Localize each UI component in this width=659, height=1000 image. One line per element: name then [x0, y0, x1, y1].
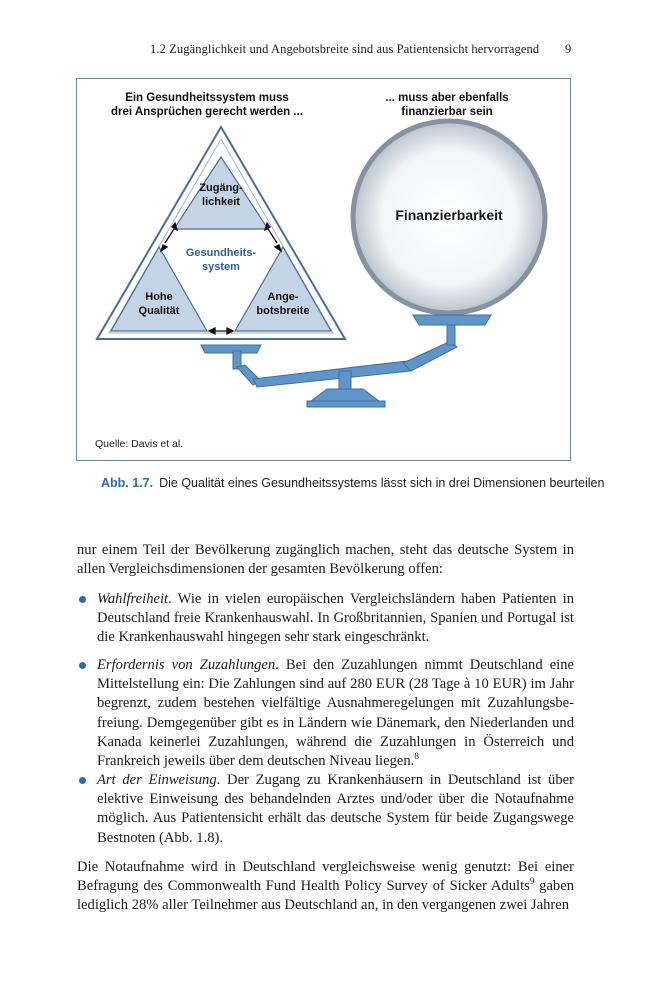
closing-part1: Die Notaufnahme wird in Deutschland vergleichsweise wenig genutzt: Bei einer Befragung des Commonwealth Fund Health Policy Survey of Sicker Adults — [77, 859, 574, 895]
left-heading-line1: Ein Gesundheitssystem muss — [125, 92, 289, 104]
bullet-dot — [79, 662, 86, 669]
page-number: 9 — [565, 42, 572, 56]
closing-paragraph — [77, 858, 574, 916]
figure-source: Quelle: Davis et al. — [95, 438, 184, 450]
bullet-item-einweisung — [77, 771, 574, 848]
running-title: 1.2 Zugänglichkeit und Angebotsbreite sind aus Patientensicht hervorragend — [150, 42, 540, 56]
finance-label: Finanzierbarkeit — [395, 207, 503, 223]
left-heading-line2: drei Ansprüchen gerecht werden ... — [111, 106, 303, 118]
bullet-text — [97, 590, 574, 648]
intro-paragraph: nur einem Teil der Bevölkerung zugänglich machen, steht das deutsche System in allen Vergleichsdimensionen der gesamten Bevölkerung offen: — [77, 542, 574, 578]
bullet-text — [97, 771, 574, 848]
center-label-line2: system — [202, 261, 240, 273]
figure-caption — [101, 476, 604, 490]
bullet-body: . Bei den Zuzahlungen nimmt Deutschland eine Mittelstellung ein: Die Zahlungen sind auf 280 EUR (28 Tage à 10 EUR) im Jahr begrenzt, zudem bestehen vielfältige Ausnahmeregelungen mit Zuzahlungsbefreiung. Demgegenüber gibt es in Ländern wie Dänemark, den Niederlanden und Kanada keinerlei Zuzahlungen, während die Zuzahlungen in Österreich und Frankreich jeweils über dem deutschen Niveau liegen. — [97, 657, 575, 770]
right-heading-line1: ... muss aber ebenfalls — [385, 92, 509, 104]
top-triangle-label-line1: Zugäng- — [199, 182, 243, 194]
caption-text: Die Qualität eines Gesundheitssystems lässt sich in drei Dimensionen beurteilen — [159, 476, 605, 490]
scale-diagram — [77, 79, 572, 462]
bullet-term: Wahlfreiheit — [97, 591, 169, 607]
bullet-item-wahlfreiheit — [77, 590, 574, 648]
figure-1-7 — [76, 78, 571, 461]
center-label-line1: Gesundheits- — [185, 247, 257, 259]
bullet-body: . Der Zugang zu Krankenhäusern in Deutschland ist über elektive Einweisung des behandelnden Arztes und/oder über die Notaufnahme möglich. Aus Patientensicht erhält das deutsche System für beide Zugangswege Bestnoten (Abb. 1.8). — [97, 772, 574, 846]
top-triangle-label-line2: lichkeit — [202, 196, 240, 208]
bullet-dot — [79, 596, 86, 603]
bullet-term: Erfordernis von Zuzahlungen — [97, 657, 276, 673]
bullet-term: Art der Einweisung — [97, 772, 217, 788]
bullet-text — [97, 656, 574, 771]
right-heading-line2: finanzierbar sein — [401, 106, 493, 118]
right-triangle-label-line1: Ange- — [267, 291, 299, 303]
right-triangle-label-line2: botsbreite — [256, 305, 310, 317]
footnote-marker: 8 — [414, 751, 419, 762]
bullet-dot — [79, 777, 86, 784]
closing-part2: gaben lediglich 28% aller Teilnehmer aus Deutschland an, in den vergangenen zwei Jahren — [77, 878, 575, 914]
caption-label: Abb. 1.7. — [101, 476, 154, 490]
bullet-item-zuzahlungen — [77, 656, 574, 771]
left-triangle-label-line2: Qualität — [138, 305, 180, 317]
left-triangle-label-line1: Hohe — [145, 291, 173, 303]
bullet-body: . Wie in vielen europäischen Vergleichsländern haben Patienten in Deutschland freie Krankenhauswahl. In Großbritannien, Spanien und Portugal ist die Krankenhauswahl hingegen sehr stark eingeschränkt. — [97, 591, 574, 646]
footnote-marker: 9 — [529, 876, 535, 887]
